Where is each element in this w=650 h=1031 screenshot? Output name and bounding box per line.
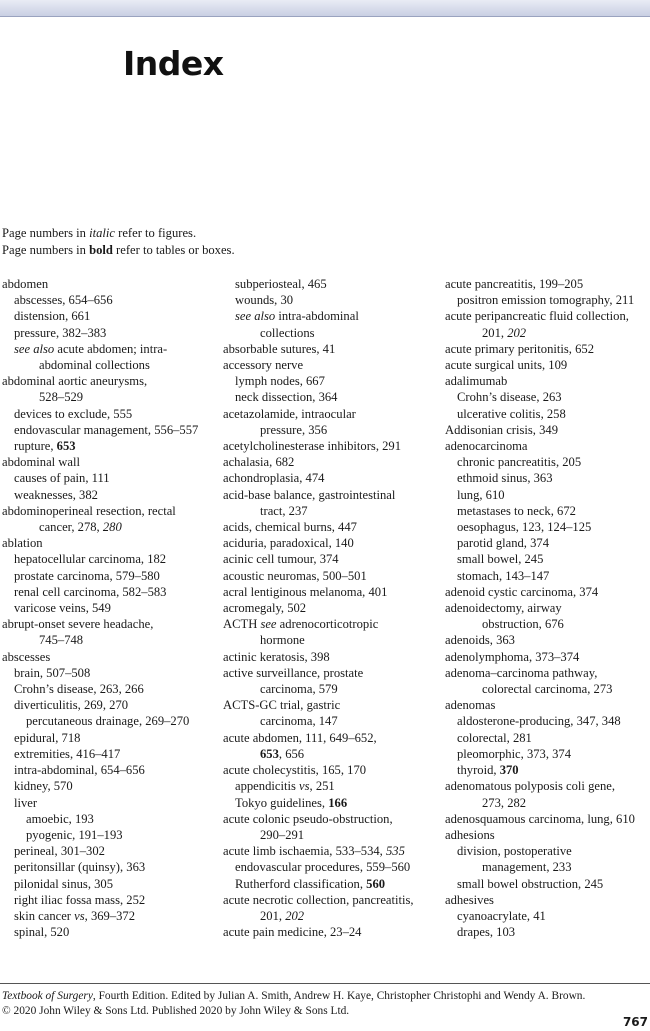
entry-text: acute abdomen; intra-	[54, 341, 168, 356]
entry-text: adrenocorticotropic	[276, 617, 379, 632]
entry-text: causes of pain, 111	[14, 471, 110, 486]
entry-text: skin cancer	[14, 908, 75, 923]
entry-text: intra-abdominal	[275, 309, 359, 324]
entry-text: acinic cell tumour, 374	[223, 552, 339, 567]
index-entry	[223, 357, 438, 373]
index-entry	[223, 470, 438, 486]
index-entry	[223, 843, 438, 859]
index-entry-continuation	[223, 632, 438, 648]
index-subentry	[2, 308, 217, 324]
entry-text: amoebic, 193	[26, 811, 94, 826]
footer-divider	[0, 983, 650, 984]
entry-text: 201,	[482, 325, 508, 340]
entry-text: spinal, 520	[14, 925, 70, 940]
entry-text: pilonidal sinus, 305	[14, 876, 114, 891]
entry-text: right iliac fossa mass, 252	[14, 892, 146, 907]
entry-text: subperiosteal, 465	[235, 277, 327, 291]
entry-text: , 369–372	[84, 908, 136, 923]
index-subentry	[2, 843, 217, 859]
index-subentry	[445, 876, 650, 892]
index-entry-continuation	[445, 681, 650, 697]
entry-text: acids, chemical burns, 447	[223, 520, 357, 535]
entry-text: epidural, 718	[14, 730, 81, 745]
entry-text: carcinoma, 147	[260, 714, 338, 729]
index-entry-continuation	[445, 795, 650, 811]
index-subentry	[445, 908, 650, 924]
entry-text: rupture,	[14, 439, 57, 454]
entry-text: pressure, 382–383	[14, 325, 107, 340]
entry-text: thyroid,	[457, 763, 500, 778]
index-subentry	[2, 762, 217, 778]
entry-text: adenocarcinoma	[445, 439, 528, 454]
index-entry	[445, 697, 650, 713]
index-subentry	[2, 908, 217, 924]
index-entry	[223, 535, 438, 551]
entry-text: abdominal aortic aneurysms,	[2, 374, 148, 389]
entry-text: aldosterone-producing, 347, 348	[457, 714, 621, 729]
index-entry	[223, 454, 438, 470]
entry-text: devices to exclude, 555	[14, 406, 133, 421]
index-entry	[445, 422, 650, 438]
index-entry	[2, 649, 217, 665]
entry-text: colorectal, 281	[457, 730, 532, 745]
note-text: refer to figures.	[114, 226, 197, 240]
citation-text: , Fourth Edition. Edited by Julian A. Smith, Andrew H. Kaye, Christopher Christophi and Wendy A. Brown.	[92, 990, 586, 1002]
index-subentry	[445, 843, 650, 859]
entry-text: aciduria, paradoxical, 140	[223, 536, 354, 551]
bold-page-ref: 653	[260, 746, 279, 761]
index-entry-continuation	[223, 503, 438, 519]
entry-text: acetylcholinesterase inhibitors, 291	[223, 439, 402, 454]
bold-page-ref: 653	[56, 439, 76, 454]
entry-text: abdominal collections	[39, 358, 150, 373]
index-subentry	[2, 438, 217, 454]
entry-text: cancer, 278,	[39, 520, 103, 535]
index-column-1	[2, 276, 217, 940]
index-subentry	[445, 746, 650, 762]
entry-text: cyanoacrylate, 41	[457, 908, 546, 923]
index-entry	[445, 584, 650, 600]
entry-text: division, postoperative	[457, 844, 572, 859]
index-subentry	[445, 551, 650, 567]
index-subentry	[445, 406, 650, 422]
entry-text: lymph nodes, 667	[235, 374, 325, 389]
index-entry-continuation	[223, 713, 438, 729]
index-entry	[2, 373, 217, 389]
entry-text: adhesions	[445, 827, 495, 842]
index-subentry	[445, 454, 650, 470]
note-keyword-bold: bold	[89, 243, 113, 258]
entry-text: hormone	[260, 633, 305, 648]
italic-text: see also	[235, 309, 276, 324]
entry-text: Rutherford classification,	[235, 876, 367, 891]
index-notes	[2, 225, 235, 260]
entry-text: oesophagus, 123, 124–125	[457, 520, 592, 535]
entry-text: adenoma–carcinoma pathway,	[445, 665, 598, 680]
index-subentry	[2, 584, 217, 600]
index-subentry	[445, 713, 650, 729]
index-entry	[223, 551, 438, 567]
index-subentry	[2, 827, 217, 843]
entry-text: 745–748	[39, 633, 84, 648]
index-entry	[445, 357, 650, 373]
index-subentry	[445, 730, 650, 746]
entry-text: intra-abdominal, 654–656	[14, 763, 145, 778]
entry-text: abdominal wall	[2, 455, 80, 470]
index-subentry	[2, 422, 217, 438]
entry-text: abdominoperineal resection, rectal	[2, 503, 176, 518]
entry-text: percutaneous drainage, 269–270	[26, 714, 190, 729]
entry-text: Crohn’s disease, 263, 266	[14, 682, 144, 697]
bold-note	[2, 242, 235, 259]
index-entry	[445, 276, 650, 292]
bold-page-ref: 560	[366, 876, 386, 891]
entry-text: adenoid cystic carcinoma, 374	[445, 584, 599, 599]
entry-text: 290–291	[260, 827, 305, 842]
index-entry	[2, 503, 217, 519]
index-entry	[223, 438, 438, 454]
index-entry	[223, 924, 438, 940]
entry-text: varicose veins, 549	[14, 601, 111, 616]
entry-text: peritonsillar (quinsy), 363	[14, 860, 146, 875]
citation-line-1	[2, 989, 585, 1004]
index-entry	[2, 276, 217, 292]
entry-text: adenomatous polyposis coli gene,	[445, 779, 615, 794]
index-subentry	[2, 292, 217, 308]
index-subentry	[445, 487, 650, 503]
index-subentry	[2, 730, 217, 746]
entry-text: adalimumab	[445, 374, 508, 389]
entry-text: abrupt-onset severe headache,	[2, 617, 154, 632]
entry-text: renal cell carcinoma, 582–583	[14, 584, 167, 599]
index-subentry	[223, 859, 438, 875]
entry-text: acute abdomen, 111, 649–652,	[223, 730, 377, 745]
entry-text: acute cholecystitis, 165, 170	[223, 763, 367, 778]
entry-text: lung, 610	[457, 487, 505, 502]
index-entry-continuation	[2, 357, 217, 373]
index-subentry	[223, 778, 438, 794]
entry-text: ACTS-GC trial, gastric	[223, 698, 341, 713]
entry-text: brain, 507–508	[14, 665, 91, 680]
index-entry	[445, 827, 650, 843]
index-subentry	[223, 389, 438, 405]
top-banner	[0, 0, 650, 17]
index-entry	[223, 649, 438, 665]
index-subentry	[2, 713, 217, 729]
index-subentry	[2, 697, 217, 713]
index-subentry	[2, 568, 217, 584]
index-entry	[223, 519, 438, 535]
italic-text: 280	[102, 520, 122, 535]
footer-citation	[2, 989, 585, 1019]
italic-text: see	[260, 617, 277, 632]
index-column-2	[223, 276, 438, 940]
index-entry-continuation	[223, 325, 438, 341]
entry-text: weaknesses, 382	[14, 487, 98, 502]
index-subentry	[2, 811, 217, 827]
entry-text: active surveillance, prostate	[223, 665, 364, 680]
index-entry	[445, 665, 650, 681]
index-entry	[445, 438, 650, 454]
entry-text: metastases to neck, 672	[457, 503, 576, 518]
entry-text: neck dissection, 364	[235, 390, 338, 405]
index-entry	[445, 632, 650, 648]
entry-text: achalasia, 682	[223, 455, 295, 470]
entry-text: kidney, 570	[14, 779, 73, 794]
index-subentry	[445, 292, 650, 308]
index-subentry	[2, 325, 217, 341]
index-entry	[223, 406, 438, 422]
index-subentry	[2, 551, 217, 567]
index-subentry	[445, 389, 650, 405]
index-entry	[223, 892, 438, 908]
index-entry	[223, 584, 438, 600]
entry-text: absorbable sutures, 41	[223, 341, 336, 356]
entry-text: chronic pancreatitis, 205	[457, 455, 582, 470]
index-entry	[2, 535, 217, 551]
entry-text: ACTH	[223, 617, 261, 632]
book-title: Textbook of Surgery	[2, 990, 93, 1002]
italic-text: see also	[14, 341, 55, 356]
entry-text: acral lentiginous melanoma, 401	[223, 584, 388, 599]
index-entry-continuation	[223, 746, 438, 762]
entry-text: adenoidectomy, airway	[445, 601, 562, 616]
index-entry-continuation	[223, 681, 438, 697]
entry-text: diverticulitis, 269, 270	[14, 698, 129, 713]
index-subentry	[223, 308, 438, 324]
index-subentry	[2, 681, 217, 697]
index-subentry	[223, 795, 438, 811]
index-entry-continuation	[2, 519, 217, 535]
index-entry	[445, 373, 650, 389]
entry-text: ulcerative colitis, 258	[457, 406, 566, 421]
index-subentry	[445, 519, 650, 535]
index-entry-continuation	[2, 632, 217, 648]
index-subentry	[445, 568, 650, 584]
index-subentry	[2, 600, 217, 616]
entry-text: endovascular management, 556–557	[14, 422, 199, 437]
index-entry	[2, 616, 217, 632]
index-subentry	[445, 470, 650, 486]
index-entry	[223, 697, 438, 713]
entry-text: prostate carcinoma, 579–580	[14, 568, 160, 583]
italic-note	[2, 225, 235, 242]
entry-text: small bowel obstruction, 245	[457, 876, 604, 891]
index-subentry	[445, 503, 650, 519]
index-entry	[223, 762, 438, 778]
note-keyword-italic: italic	[89, 226, 115, 240]
index-entry	[2, 454, 217, 470]
entry-text: parotid gland, 374	[457, 536, 549, 551]
note-text: Page numbers in	[2, 243, 90, 258]
entry-text: acute necrotic collection, pancreatitis,	[223, 892, 414, 907]
index-entry	[223, 616, 438, 632]
entry-text: acoustic neuromas, 500–501	[223, 568, 367, 583]
italic-text: vs	[299, 779, 310, 794]
entry-text: adenolymphoma, 373–374	[445, 649, 580, 664]
copyright-line: © 2020 John Wiley & Sons Ltd. Published 2020 by John Wiley & Sons Ltd.	[2, 1005, 350, 1017]
index-entry-continuation	[223, 827, 438, 843]
index-entry	[445, 892, 650, 908]
entry-text: liver	[14, 795, 38, 810]
entry-text: small bowel, 245	[457, 552, 544, 567]
index-entry	[223, 730, 438, 746]
index-column-3	[445, 276, 650, 940]
italic-text: 202	[285, 908, 305, 923]
page-number: 767	[622, 1015, 648, 1029]
index-subentry	[445, 762, 650, 778]
entry-text: drapes, 103	[457, 925, 516, 940]
entry-text: abdomen	[2, 277, 49, 291]
entry-text: extremities, 416–417	[14, 746, 121, 761]
index-subentry	[2, 892, 217, 908]
index-entry-continuation	[2, 389, 217, 405]
entry-text: pyogenic, 191–193	[26, 827, 123, 842]
index-subentry	[223, 292, 438, 308]
index-entry	[223, 811, 438, 827]
entry-text: acute colonic pseudo-obstruction,	[223, 811, 393, 826]
entry-text: 201,	[260, 908, 286, 923]
entry-text: perineal, 301–302	[14, 844, 105, 859]
index-entry-continuation	[223, 908, 438, 924]
entry-text: obstruction, 676	[482, 617, 564, 632]
index-entry	[223, 487, 438, 503]
entry-text: achondroplasia, 474	[223, 471, 325, 486]
italic-text: vs	[74, 908, 85, 923]
index-subentry	[223, 876, 438, 892]
entry-text: abscesses, 654–656	[14, 293, 113, 308]
entry-text: appendicitis	[235, 779, 300, 794]
entry-text: tract, 237	[260, 503, 308, 518]
entry-text: acute surgical units, 109	[445, 358, 568, 373]
index-entry-continuation	[445, 859, 650, 875]
index-entry	[445, 811, 650, 827]
entry-text: stomach, 143–147	[457, 568, 550, 583]
index-entry	[445, 308, 650, 324]
index-subentry	[445, 924, 650, 940]
entry-text: endovascular procedures, 559–560	[235, 860, 411, 875]
entry-text: distension, 661	[14, 309, 91, 324]
entry-text: management, 233	[482, 860, 572, 875]
entry-text: 273, 282	[482, 795, 527, 810]
index-subentry	[2, 470, 217, 486]
entry-text: pleomorphic, 373, 374	[457, 746, 572, 761]
index-subentry	[2, 406, 217, 422]
note-text: refer to tables or boxes.	[112, 243, 235, 258]
index-subentry	[2, 795, 217, 811]
entry-text: carcinoma, 579	[260, 682, 338, 697]
index-subentry	[2, 876, 217, 892]
index-subentry	[2, 487, 217, 503]
entry-text: ethmoid sinus, 363	[457, 471, 553, 486]
entry-text: accessory nerve	[223, 358, 304, 373]
note-text: Page numbers in	[2, 226, 90, 240]
index-entry-continuation	[445, 616, 650, 632]
index-subentry	[223, 373, 438, 389]
entry-text: Tokyo guidelines,	[235, 795, 329, 810]
italic-text: 535	[385, 844, 405, 859]
index-entry	[223, 665, 438, 681]
entry-text: hepatocellular carcinoma, 182	[14, 552, 167, 567]
index-subentry	[223, 276, 438, 292]
entry-text: actinic keratosis, 398	[223, 649, 330, 664]
index-subentry	[2, 341, 217, 357]
entry-text: abscesses	[2, 649, 51, 664]
page-title: Index	[123, 44, 224, 83]
entry-text: , 251	[309, 779, 335, 794]
entry-text: acute pancreatitis, 199–205	[445, 277, 584, 291]
index-subentry	[2, 859, 217, 875]
entry-text: wounds, 30	[235, 293, 294, 308]
entry-text: , 656	[278, 746, 305, 761]
index-subentry	[2, 746, 217, 762]
entry-text: adenosquamous carcinoma, lung, 610	[445, 811, 635, 826]
entry-text: positron emission tomography, 211	[457, 293, 635, 308]
index-subentry	[2, 778, 217, 794]
entry-text: collections	[260, 325, 315, 340]
index-entry-continuation	[223, 422, 438, 438]
italic-text: 202	[507, 325, 527, 340]
entry-text: acute limb ischaemia, 533–534,	[223, 844, 386, 859]
index-subentry	[2, 665, 217, 681]
bold-page-ref: 370	[499, 763, 519, 778]
bold-page-ref: 166	[328, 795, 348, 810]
entry-text: acute primary peritonitis, 652	[445, 341, 594, 356]
index-subentry	[2, 924, 217, 940]
index-entry	[223, 600, 438, 616]
entry-text: Addisonian crisis, 349	[445, 422, 558, 437]
index-subentry	[445, 535, 650, 551]
index-entry	[445, 649, 650, 665]
index-entry-continuation	[445, 325, 650, 341]
index-entry	[445, 778, 650, 794]
entry-text: acute pain medicine, 23–24	[223, 925, 362, 940]
entry-text: 528–529	[39, 390, 84, 405]
entry-text: acromegaly, 502	[223, 601, 307, 616]
entry-text: acid-base balance, gastrointestinal	[223, 487, 396, 502]
entry-text: pressure, 356	[260, 422, 328, 437]
index-entry	[445, 600, 650, 616]
entry-text: adhesives	[445, 892, 494, 907]
entry-text: adenomas	[445, 698, 496, 713]
index-entry	[445, 341, 650, 357]
index-entry	[223, 341, 438, 357]
entry-text: colorectal carcinoma, 273	[482, 682, 613, 697]
entry-text: acetazolamide, intraocular	[223, 406, 356, 421]
entry-text: ablation	[2, 536, 43, 551]
entry-text: adenoids, 363	[445, 633, 515, 648]
entry-text: Crohn’s disease, 263	[457, 390, 562, 405]
entry-text: acute peripancreatic fluid collection,	[445, 309, 629, 324]
index-entry	[223, 568, 438, 584]
